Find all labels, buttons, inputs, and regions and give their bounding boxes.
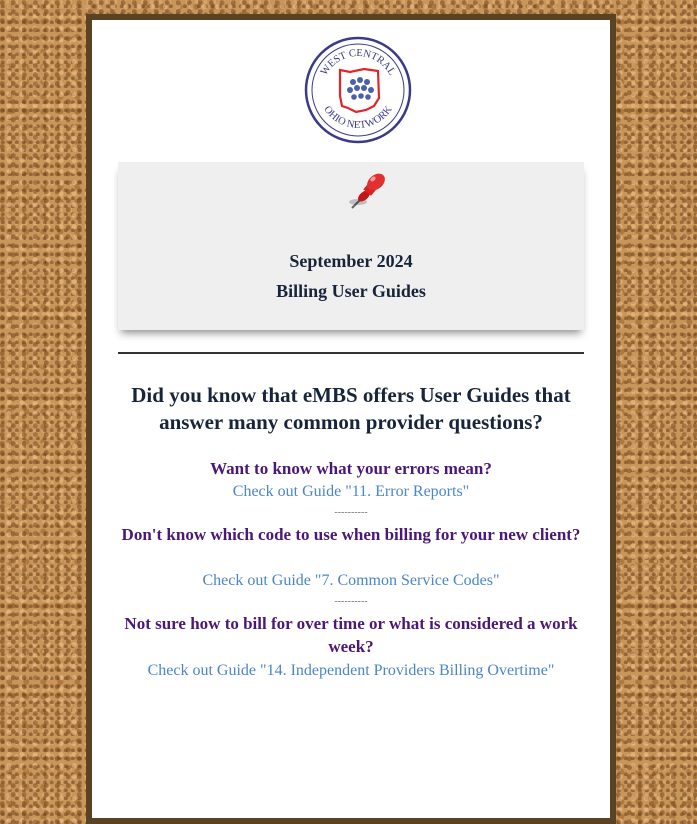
headline: Did you know that eMBS offers User Guides that answer many common provider questions? bbox=[131, 383, 571, 434]
newsletter-date: September 2024 bbox=[289, 251, 413, 271]
separator: ---------- bbox=[334, 507, 368, 518]
newsletter-frame bbox=[86, 14, 616, 824]
guide-link-7[interactable]: Check out Guide "7. Common Service Codes" bbox=[202, 572, 500, 589]
separator: ---------- bbox=[334, 596, 368, 607]
wcon-logo bbox=[304, 36, 412, 144]
divider bbox=[118, 352, 584, 354]
logo-top-text: WEST CENTRAL bbox=[318, 47, 398, 78]
newsletter-title: Billing User Guides bbox=[276, 281, 426, 301]
question-1: Want to know what your errors mean? bbox=[210, 459, 492, 478]
guide-link-14[interactable]: Check out Guide "14. Independent Providers Billing Overtime" bbox=[147, 662, 555, 679]
guide-link-11[interactable]: Check out Guide "11. Error Reports" bbox=[232, 483, 470, 500]
pushpin-icon bbox=[336, 168, 396, 218]
title-banner bbox=[118, 162, 584, 330]
logo-bottom-text: OHIO NETWORK bbox=[321, 104, 395, 132]
question-3: Not sure how to bill for over time or what is considered a work week? bbox=[124, 614, 578, 656]
question-2: Don't know which code to use when billing for your new client? bbox=[121, 525, 581, 544]
newsletter-paper bbox=[92, 20, 610, 818]
